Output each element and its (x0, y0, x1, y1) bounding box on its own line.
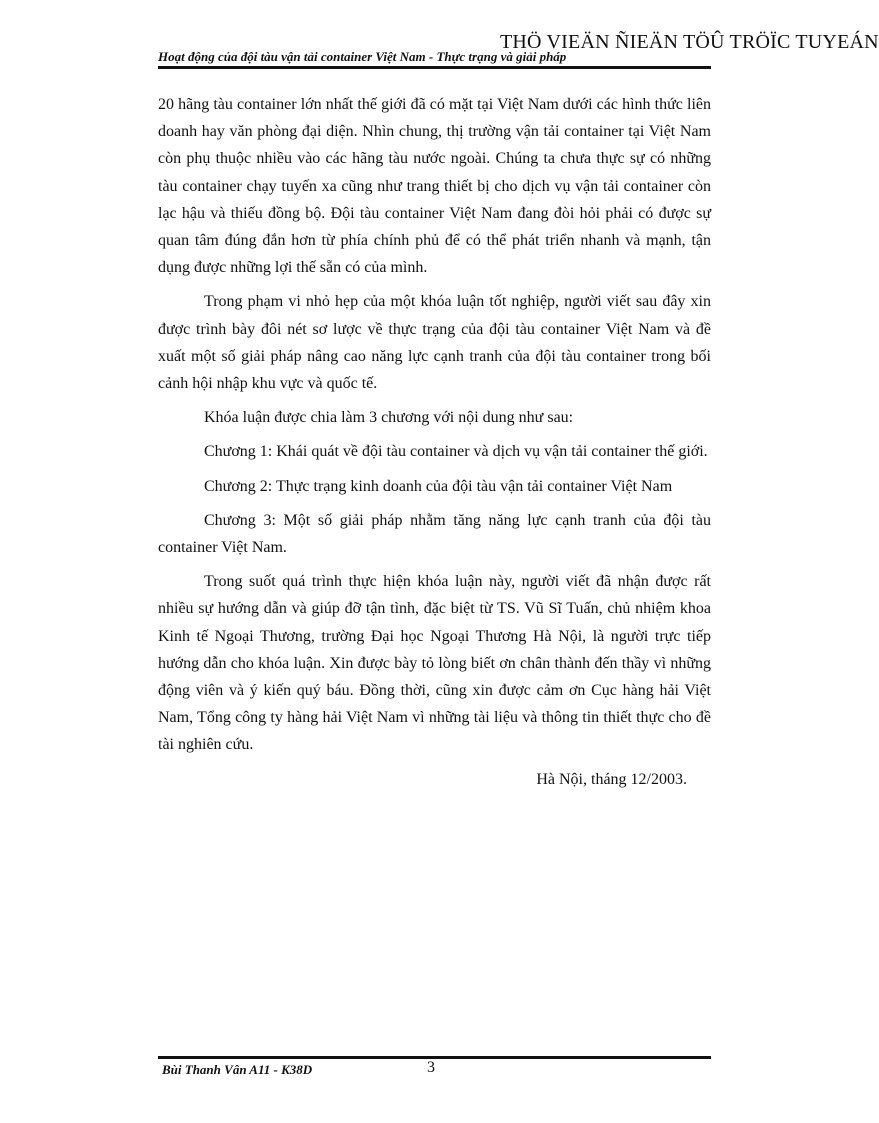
running-header-title: Hoạt động của đội tàu vận tải container Việt Nam - Thực trạng và giải pháp (158, 49, 567, 64)
chapter-1-description: Chương 1: Khái quát về đội tàu container và dịch vụ vận tải container thế giới. (204, 443, 708, 461)
acknowledgement-paragraph: Trong suốt quá trình thực hiện khóa luận này, người viết đã nhận được rất nhiều sự hướng dẫn và giúp đỡ tận tình, đặc biệt từ TS. Vũ Sĩ Tuấn, chủ nhiệm khoa Kinh tế Ngoại Thương, trường Đại học Ngoại Thương Hà Nội, là người trực tiếp hướng dẫn cho khóa luận. Xin được bày tỏ lòng biết ơn chân thành đến thầy vì những động viên và ý kiến quý báu. Đồng thời, cũng xin được cảm ơn Cục hàng hải Việt Nam, Tổng công ty hàng hải Việt Nam vì những tài liệu và thông tin thiết thực cho đề tài nghiên cứu. (158, 573, 711, 754)
body-text (158, 91, 711, 800)
paragraph-3: Khóa luận được chia làm 3 chương với nội dung như sau: (204, 409, 574, 427)
paragraph-1: 20 hãng tàu container lớn nhất thế giới đã có mặt tại Việt Nam dưới các hình thức liên doanh hay văn phòng đại diện. Nhìn chung, thị trường vận tải container tại Việt Nam còn phụ thuộc nhiều vào các hãng tàu nước ngoài. Chúng ta chưa thực sự có những tàu container chạy tuyến xa cũng như trang thiết bị cho dịch vụ vận tải container còn lạc hậu và thiếu đồng bộ. Đội tàu container Việt Nam đang đòi hỏi phải có được sự quan tâm đúng đắn hơn từ phía chính phủ để có thể phát triển nhanh và mạnh, tận dụng được những lợi thế sẵn có của mình. (158, 96, 711, 277)
header-rule (158, 66, 711, 69)
page-number: 3 (427, 1059, 435, 1076)
chapter-2-description: Chương 2: Thực trạng kinh doanh của đội tàu vận tải container Việt Nam (204, 477, 673, 495)
library-watermark: THÖ VIEÄN ÑIEÄN TÖÛ TRÖÏC TUYEÁN (500, 31, 879, 53)
paragraph-2: Trong phạm vi nhỏ hẹp của một khóa luận tốt nghiệp, người viết sau đây xin được trình bày đôi nét sơ lược về thực trạng của đội tàu container Việt Nam và đề xuất một số giải pháp nâng cao năng lực cạnh tranh của đội tàu container trong bối cảnh hội nhập khu vực và quốc tế. (158, 293, 711, 393)
chapter-3-description: Chương 3: Một số giải pháp nhằm tăng năng lực cạnh tranh của đội tàu container Việt Nam. (158, 511, 711, 557)
date-signature: Hà Nội, tháng 12/2003. (536, 770, 687, 788)
footer-author: Bùi Thanh Vân A11 - K38D (162, 1062, 313, 1077)
